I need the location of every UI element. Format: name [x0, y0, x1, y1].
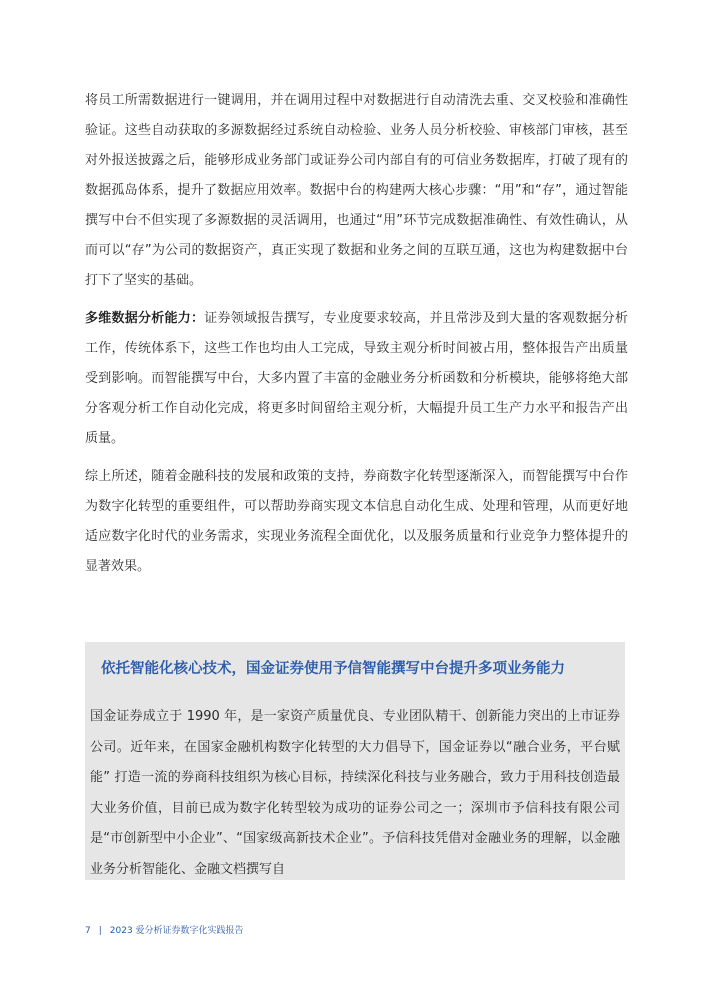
- page-footer: [85, 924, 244, 938]
- paragraph-lead-body: 证券领域报告撰写，专业度要求较高，并且常涉及到大量的客观数据分析工作，传统体系下，这些工作也均由人工完成，导致主观分析时间被占用，整体报告产出质量受到影响。而智能撰写中台，大多内置了丰富的金融业务分析函数和分析模块，能够将绝大部分客观分析工作自动化完成，将更多时间留给主观分析，大幅提升员工生产力水平和报告产出质量。: [85, 311, 628, 446]
- case-study-body: 国金证券成立于 1990 年，是一家资产质量优良、专业团队精干、创新能力突出的上市证券公司。近年来，在国家金融机构数字化转型的大力倡导下，国金证券以“融合业务，平台赋能” 打造一流的券商科技组织为核心目标，持续深化科技与业务融合，致力于用科技创造最大业务价值，目前已成为数字化转型较为成功的证券公司之一；深圳市予信科技有限公司是“市创新型中小企业”、“国家级高新技术企业”。予信科技凭借对金融业务的理解，以金融业务分析智能化、金融文档撰写自: [90, 709, 620, 877]
- main-content: [85, 86, 628, 582]
- case-study-title: 依托智能化核心技术，国金证券使用予信智能撰写中台提升多项业务能力: [101, 661, 565, 677]
- page-number: 7: [85, 926, 91, 936]
- paragraph-summary: 综上所述，随着金融科技的发展和政策的支持，券商数字化转型逐渐深入，而智能撰写中台作为数字化转型的重要组件，可以帮助券商实现文本信息自动化生成、处理和管理，从而更好地适应数字化时代的业务需求，实现业务流程全面优化，以及服务质量和行业竞争力整体提升的显著效果。: [85, 469, 628, 574]
- footer-separator: |: [98, 926, 102, 936]
- paragraph-data-middle-platform: 将员工所需数据进行一键调用，并在调用过程中对数据进行自动清洗去重、交叉校验和准确性验证。这些自动获取的多源数据经过系统自动检验、业务人员分析校验、审核部门审核，甚至对外报送披露之后，能够形成业务部门或证券公司内部自有的可信业务数据库，打破了现有的数据孤岛体系，提升了数据应用效率。数据中台的构建两大核心步骤：“用”和“存”，通过智能撰写中台不但实现了多源数据的灵活调用，也通过“用”环节完成数据准确性、有效性确认，从而可以“存”为公司的数据资产，真正实现了数据和业务之间的互联互通，这也为构建数据中台打下了坚实的基础。: [85, 93, 628, 288]
- paragraph-lead-heading: 多维数据分析能力：: [85, 311, 205, 326]
- paragraph-multidimensional-analysis: [85, 304, 628, 454]
- case-study-box: [85, 642, 625, 880]
- report-title: 2023 爱分析证券数字化实践报告: [109, 926, 244, 936]
